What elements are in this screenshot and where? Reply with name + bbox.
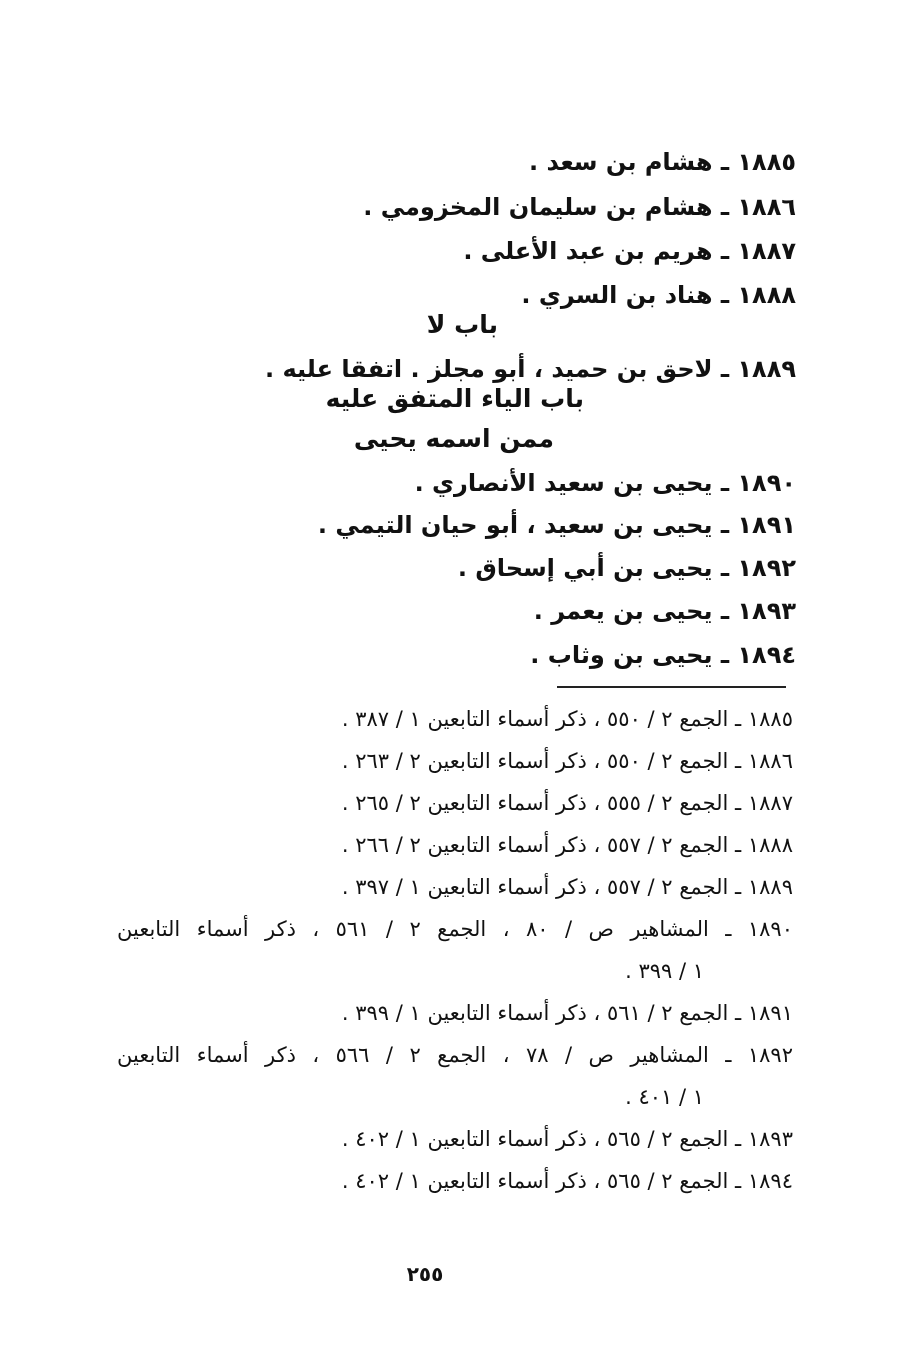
- footnote-divider: [557, 686, 786, 688]
- entry-1893: ١٨٩٣ ـ يحيى بن يعمر .: [533, 597, 796, 625]
- footnote-1894: ١٨٩٤ ـ الجمع ٢ / ٥٦٥ ، ذكر أسماء التابعين ١ / ٤٠٢ .: [341, 1169, 793, 1193]
- entry-1892: ١٨٩٢ ـ يحيى بن أبي إسحاق .: [457, 554, 796, 582]
- entry-1890: ١٨٩٠ ـ يحيى بن سعيد الأنصاري .: [414, 469, 796, 497]
- footnote-1886: ١٨٨٦ ـ الجمع ٢ / ٥٥٠ ، ذكر أسماء التابعين ٢ / ٢٦٣ .: [341, 749, 793, 773]
- entry-1887: ١٨٨٧ ـ هريم بن عبد الأعلى .: [463, 237, 796, 265]
- footnote-1888: ١٨٨٨ ـ الجمع ٢ / ٥٥٧ ، ذكر أسماء التابعين ٢ / ٢٦٦ .: [341, 833, 793, 857]
- entry-1885: ١٨٨٥ ـ هشام بن سعد .: [529, 148, 796, 176]
- section-heading-ya: باب الياء المتفق عليه: [325, 384, 584, 413]
- entry-1888: ١٨٨٨ ـ هناد بن السري .: [521, 281, 796, 309]
- footnote-1887: ١٨٨٧ ـ الجمع ٢ / ٥٥٥ ، ذكر أسماء التابعين ٢ / ٢٦٥ .: [341, 791, 793, 815]
- footnote-1891: ١٨٩١ ـ الجمع ٢ / ٥٦١ ، ذكر أسماء التابعين ١ / ٣٩٩ .: [341, 1001, 793, 1025]
- entry-1891: ١٨٩١ ـ يحيى بن سعيد ، أبو حيان التيمي .: [317, 511, 796, 539]
- entry-1894: ١٨٩٤ ـ يحيى بن وثاب .: [530, 641, 796, 669]
- footnote-1893: ١٨٩٣ ـ الجمع ٢ / ٥٦٥ ، ذكر أسماء التابعين ١ / ٤٠٢ .: [341, 1127, 793, 1151]
- page-number: ٢٥٥: [406, 1262, 444, 1286]
- entry-1889: ١٨٨٩ ـ لاحق بن حميد ، أبو مجلز . اتفقا عليه .: [264, 355, 796, 383]
- footnote-1889: ١٨٨٩ ـ الجمع ٢ / ٥٥٧ ، ذكر أسماء التابعين ١ / ٣٩٧ .: [341, 875, 793, 899]
- footnote-1892: ١٨٩٢ ـ المشاهير ص / ٧٨ ، الجمع ٢ / ٥٦٦ ، ذكر أسماء التابعين: [117, 1043, 793, 1067]
- section-subheading-yahya: ممن اسمه يحيى: [353, 424, 554, 453]
- entry-1886: ١٨٨٦ ـ هشام بن سليمان المخزومي .: [363, 193, 796, 221]
- footnote-1890: ١٨٩٠ ـ المشاهير ص / ٨٠ ، الجمع ٢ / ٥٦١ ، ذكر أسماء التابعين: [117, 917, 793, 941]
- section-heading-lam: باب لا: [426, 310, 498, 339]
- footnote-1892-continued: ١ / ٤٠١ .: [625, 1085, 704, 1109]
- footnote-1885: ١٨٨٥ ـ الجمع ٢ / ٥٥٠ ، ذكر أسماء التابعين ١ / ٣٨٧ .: [341, 707, 793, 731]
- footnote-1890-continued: ١ / ٣٩٩ .: [625, 959, 704, 983]
